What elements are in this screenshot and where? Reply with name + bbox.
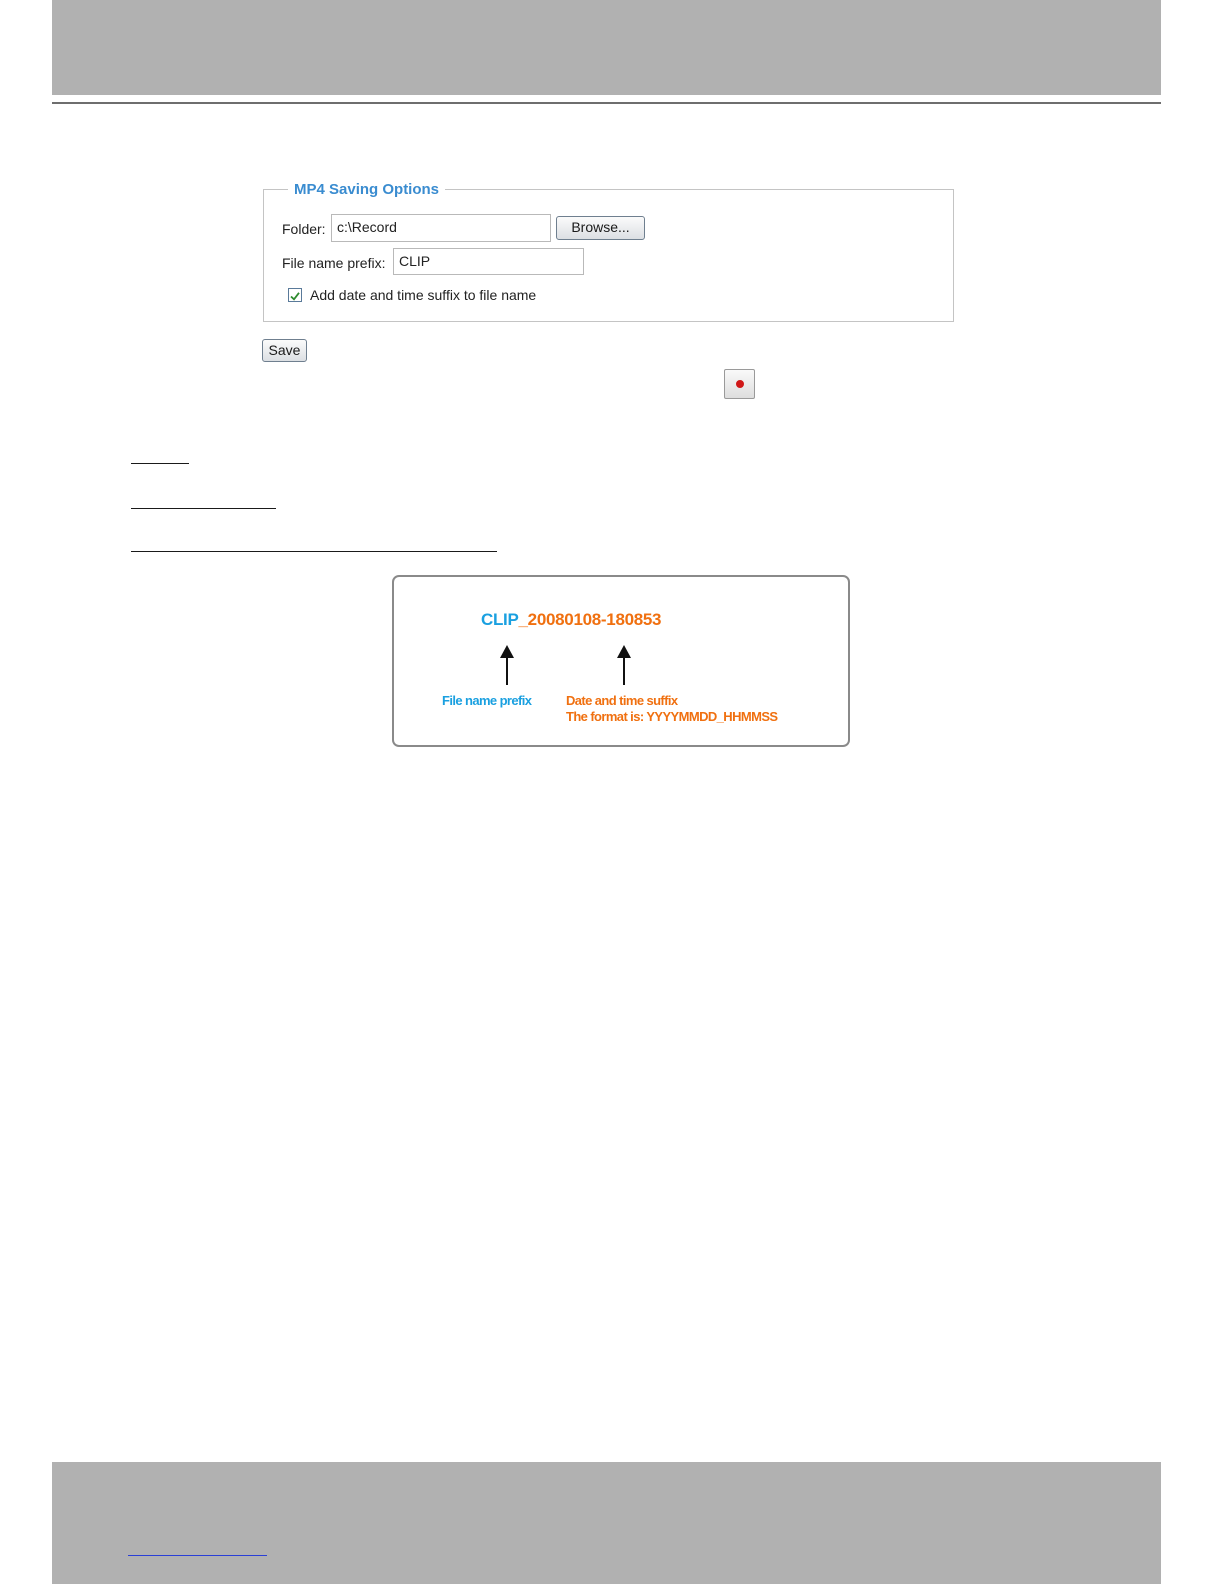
prefix-caption: File name prefix [442,693,532,708]
checkmark-icon [289,290,301,302]
date-time-suffix-checkbox[interactable] [288,288,302,302]
footer-link-underline[interactable] [128,1555,267,1556]
underline-1 [131,463,189,464]
suffix-caption-line1: Date and time suffix [566,693,678,708]
example-prefix: CLIP [481,610,519,629]
footer-banner [52,1462,1161,1584]
date-time-suffix-label: Add date and time suffix to file name [310,287,537,303]
example-file-name [481,609,661,631]
file-name-prefix-label: File name prefix: [282,255,386,271]
panel-legend: MP4 Saving Options [288,180,445,200]
header-banner [52,0,1161,95]
record-dot-icon [736,380,744,388]
folder-label: Folder: [282,221,326,237]
prefix-arrow-icon [497,643,517,685]
file-name-prefix-input[interactable]: CLIP [393,248,584,275]
suffix-caption [566,693,777,725]
mp4-saving-options-panel [263,181,954,322]
record-button[interactable] [724,369,755,399]
underline-2 [131,508,276,509]
header-divider [52,102,1161,104]
suffix-arrow-icon [614,643,634,685]
browse-button[interactable]: Browse... [556,216,645,240]
filename-format-diagram [392,575,850,747]
save-button[interactable]: Save [262,339,307,362]
suffix-caption-line2: The format is: YYYYMMDD_HHMMSS [566,709,778,724]
underline-3 [131,551,497,552]
example-suffix: _20080108-180853 [518,610,662,629]
folder-input[interactable]: c:\Record [331,214,551,242]
